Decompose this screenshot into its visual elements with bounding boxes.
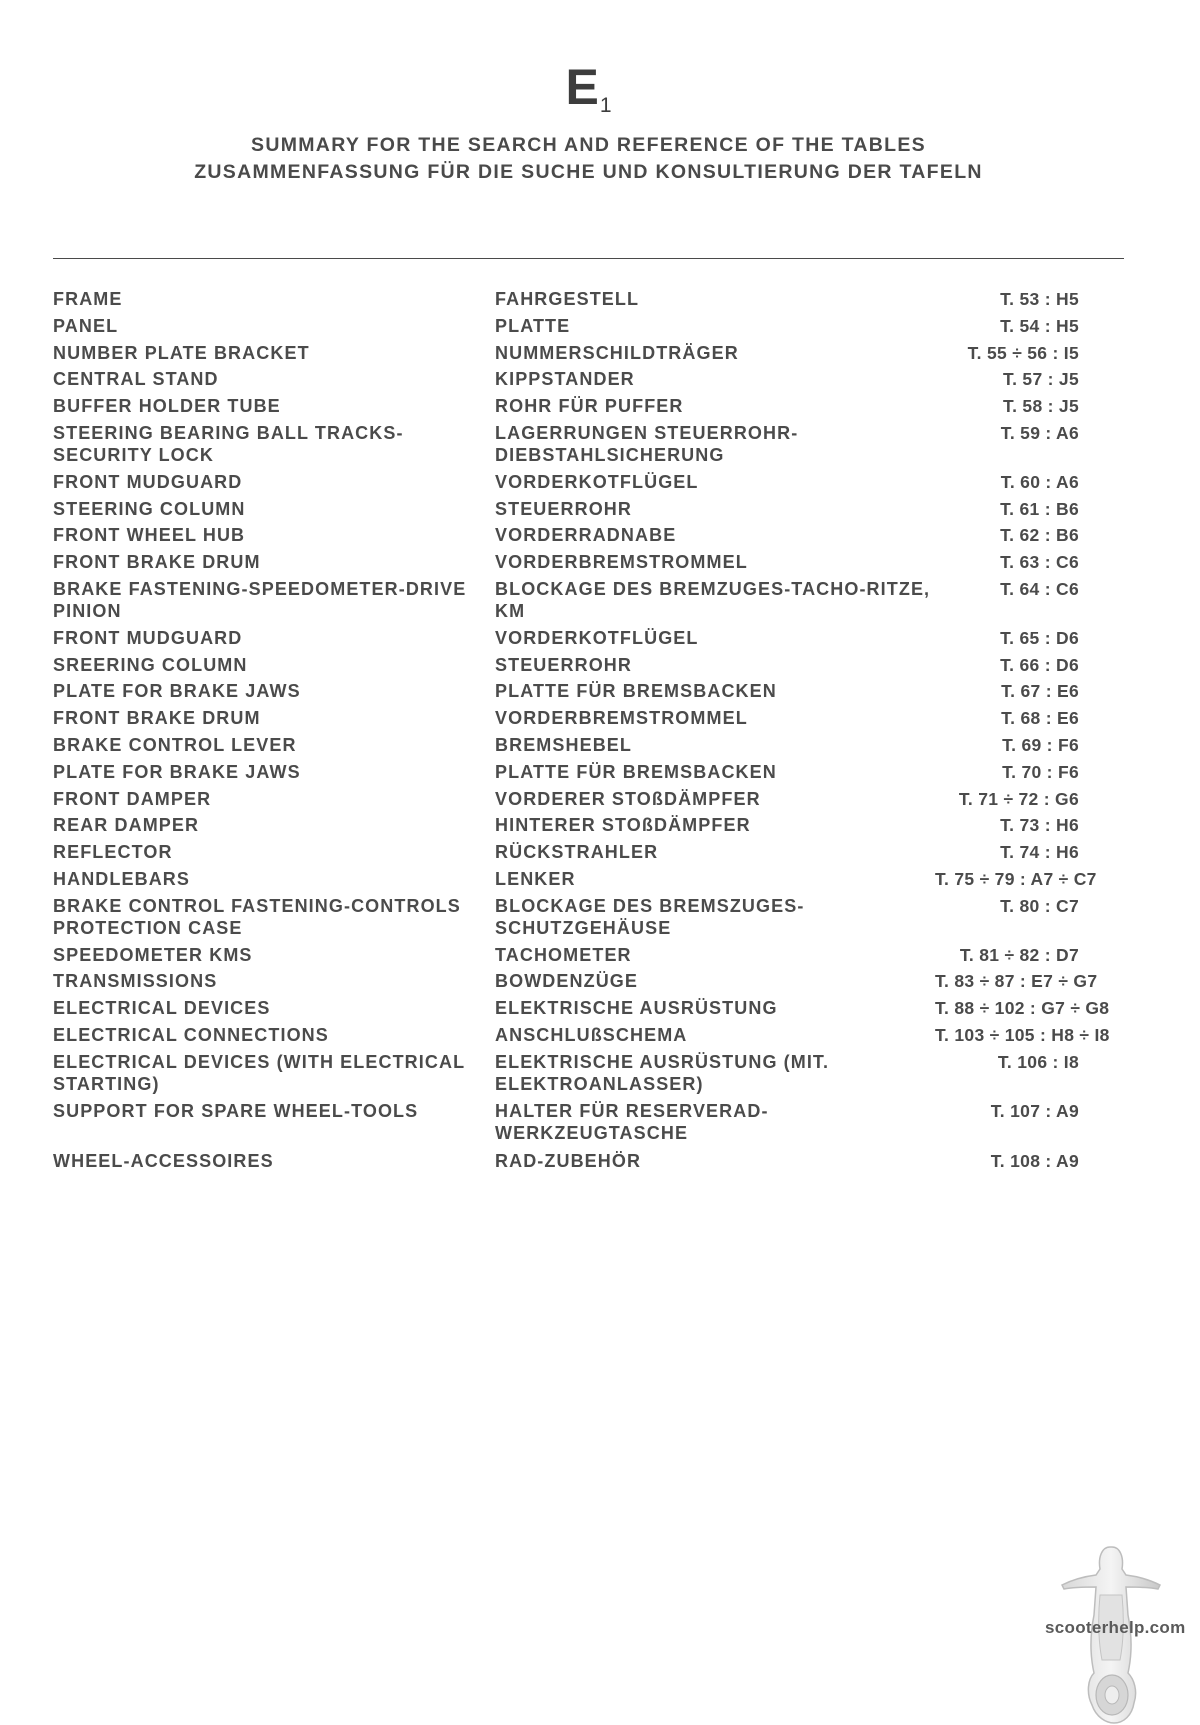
table-row [53, 524, 1124, 546]
entry-english: PANEL [53, 315, 119, 336]
entry-table-reference: T. 70 : F6 [1002, 761, 1079, 782]
entry-german: VORDERER STOßDÄMPFER [495, 788, 761, 809]
entry-german: LAGERRUNGEN STEUERROHR-DIEBSTAHLSICHERUNG [495, 422, 799, 465]
table-row [53, 814, 1124, 836]
title-german: ZUSAMMENFASSUNG FÜR DIE SUCHE UND KONSULTIERUNG DER TAFELN [194, 161, 983, 183]
entry-german: BREMSHEBEL [495, 734, 633, 755]
entry-german: LENKER [495, 868, 576, 889]
entry-table-reference: T. 103 ÷ 105 : H8 ÷ I8 [935, 1024, 1110, 1045]
entry-table-reference: T. 68 : E6 [1001, 708, 1079, 729]
table-row [53, 680, 1124, 702]
section-mark [0, 58, 1177, 116]
table-row [53, 841, 1124, 863]
entry-english: WHEEL-ACCESSOIRES [53, 1150, 274, 1171]
entry-english: ELECTRICAL DEVICES (WITH ELECTRICAL STARTING) [53, 1051, 465, 1094]
entry-english: SPEEDOMETER KMS [53, 944, 253, 965]
page-titles [0, 132, 1177, 186]
entry-german: ELEKTRISCHE AUSRÜSTUNG [495, 998, 778, 1019]
entry-english: PLATE FOR BRAKE JAWS [53, 681, 301, 702]
entry-table-reference: T. 81 ÷ 82 : D7 [959, 944, 1079, 965]
table-row [53, 342, 1124, 364]
entry-german: ANSCHLUßSCHEMA [495, 1024, 688, 1045]
entry-table-reference: T. 74 : H6 [1000, 842, 1079, 863]
entry-english: FRONT MUDGUARD [53, 471, 243, 492]
entry-english: HANDLEBARS [53, 868, 190, 889]
table-row [53, 970, 1124, 992]
entry-german: BLOCKAGE DES BREMZUGES-TACHO-RITZE, KM [495, 578, 931, 621]
entry-table-reference: T. 60 : A6 [1000, 471, 1079, 492]
entry-table-reference: T. 62 : B6 [1000, 525, 1079, 546]
entry-english: ELECTRICAL DEVICES [53, 998, 271, 1019]
entry-table-reference: T. 55 ÷ 56 : I5 [967, 342, 1079, 363]
entry-english: REFLECTOR [53, 842, 173, 863]
entry-table-reference: T. 65 : D6 [1000, 627, 1079, 648]
entry-german: HALTER FÜR RESERVERAD-WERKZEUGTASCHE [495, 1100, 769, 1143]
table-row [53, 895, 1124, 939]
table-row [53, 471, 1124, 493]
table-row [53, 498, 1124, 520]
entry-english: BUFFER HOLDER TUBE [53, 396, 281, 417]
entry-german: RAD-ZUBEHÖR [495, 1150, 642, 1171]
entry-german: PLATTE FÜR BREMSBACKEN [495, 761, 777, 782]
entry-english: CENTRAL STAND [53, 369, 219, 390]
table-row [53, 788, 1124, 810]
table-row [53, 734, 1124, 756]
table-row [53, 1150, 1124, 1172]
entry-table-reference: T. 71 ÷ 72 : G6 [958, 788, 1079, 809]
entry-german: BOWDENZÜGE [495, 971, 638, 992]
entry-english: FRONT MUDGUARD [53, 627, 243, 648]
table-row [53, 944, 1124, 966]
entry-table-reference: T. 83 ÷ 87 : E7 ÷ G7 [935, 971, 1098, 992]
entry-german: TACHOMETER [495, 944, 632, 965]
table-row [53, 654, 1124, 676]
section-number: 1 [599, 94, 612, 117]
entry-table-reference: T. 64 : C6 [1000, 578, 1079, 599]
entry-german: KIPPSTANDER [495, 369, 635, 390]
entry-german: VORDERBREMSTROMMEL [495, 708, 748, 729]
divider-line [53, 258, 1124, 259]
title-english: SUMMARY FOR THE SEARCH AND REFERENCE OF THE TABLES [251, 134, 926, 156]
entry-german: BLOCKAGE DES BREMSZUGES-SCHUTZGEHÄUSE [495, 895, 805, 938]
entry-english: TRANSMISSIONS [53, 971, 218, 992]
entry-english: FRONT BRAKE DRUM [53, 708, 261, 729]
table-row [53, 551, 1124, 573]
section-letter: E [565, 59, 599, 115]
entry-german: STEUERROHR [495, 498, 633, 519]
entry-english: NUMBER PLATE BRACKET [53, 342, 310, 363]
entry-table-reference: T. 66 : D6 [1000, 654, 1079, 675]
entry-english: FRAME [53, 289, 123, 309]
entry-english: REAR DAMPER [53, 815, 200, 836]
table-row [53, 997, 1124, 1019]
table-row [53, 627, 1124, 649]
entry-table-reference: T. 88 ÷ 102 : G7 ÷ G8 [935, 998, 1110, 1019]
entry-table-reference: T. 80 : C7 [1000, 895, 1079, 916]
entry-english: FRONT WHEEL HUB [53, 525, 246, 546]
table-row [53, 761, 1124, 783]
table-row [53, 395, 1124, 417]
table-row [53, 1051, 1124, 1095]
table-row [53, 1100, 1124, 1144]
entry-german: PLATTE FÜR BREMSBACKEN [495, 681, 777, 702]
entry-german: VORDERBREMSTROMMEL [495, 552, 748, 573]
entry-table-reference: T. 73 : H6 [1000, 815, 1079, 836]
entry-table-reference: T. 67 : E6 [1001, 681, 1079, 702]
entry-english: PLATE FOR BRAKE JAWS [53, 761, 301, 782]
entry-table-reference: T. 59 : A6 [1000, 422, 1079, 443]
entry-table-reference: T. 61 : B6 [1000, 498, 1079, 519]
entry-german: NUMMERSCHILDTRÄGER [495, 342, 739, 363]
table-row [53, 1024, 1124, 1046]
entry-german: VORDERKOTFLÜGEL [495, 471, 699, 492]
table-row [53, 422, 1124, 466]
entry-english: ELECTRICAL CONNECTIONS [53, 1024, 329, 1045]
entry-table-reference: T. 54 : H5 [1000, 315, 1079, 336]
entry-table-reference: T. 58 : J5 [1003, 396, 1079, 417]
entry-table-reference: T. 106 : I8 [997, 1051, 1079, 1072]
entry-german: RÜCKSTRAHLER [495, 842, 659, 863]
table-row [53, 288, 1124, 310]
entry-table-reference: T. 75 ÷ 79 : A7 ÷ C7 [935, 868, 1097, 889]
entry-german: VORDERKOTFLÜGEL [495, 627, 699, 648]
entry-table-reference: T. 108 : A9 [990, 1150, 1079, 1171]
table-row [53, 368, 1124, 390]
entry-english: STEERING COLUMN [53, 498, 246, 519]
entry-german: VORDERRADNABE [495, 525, 677, 546]
entry-table-reference: T. 63 : C6 [1000, 552, 1079, 573]
entry-table-reference: T. 69 : F6 [1002, 734, 1079, 755]
entry-english: STEERING BEARING BALL TRACKS-SECURITY LOCK [53, 422, 404, 465]
entry-english: SREERING COLUMN [53, 654, 248, 675]
entry-german: ELEKTRISCHE AUSRÜSTUNG (MIT. ELEKTROANLASSER) [495, 1051, 830, 1094]
entry-table-reference: T. 57 : J5 [1003, 369, 1079, 390]
table-row [53, 868, 1124, 890]
entry-english: SUPPORT FOR SPARE WHEEL-TOOLS [53, 1100, 419, 1121]
table-row [53, 315, 1124, 337]
entry-english: FRONT BRAKE DRUM [53, 552, 261, 573]
entry-english: BRAKE CONTROL FASTENING-CONTROLS PROTECTION CASE [53, 895, 461, 938]
entry-german: ROHR FÜR PUFFER [495, 396, 684, 417]
entry-english: FRONT DAMPER [53, 788, 212, 809]
table-row [53, 707, 1124, 729]
entry-german: FAHRGESTELL [495, 289, 640, 309]
watermark-text: scooterhelp.com [1045, 1618, 1186, 1637]
entry-table-reference: T. 107 : A9 [990, 1100, 1079, 1121]
entry-english: BRAKE FASTENING-SPEEDOMETER-DRIVE PINION [53, 578, 467, 621]
entry-english: BRAKE CONTROL LEVER [53, 734, 297, 755]
table-row [53, 578, 1124, 622]
entry-german: PLATTE [495, 315, 571, 336]
entry-german: HINTERER STOßDÄMPFER [495, 815, 751, 836]
reference-table [53, 288, 1124, 1176]
entry-german: STEUERROHR [495, 654, 633, 675]
entry-table-reference: T. 53 : H5 [1000, 289, 1079, 309]
